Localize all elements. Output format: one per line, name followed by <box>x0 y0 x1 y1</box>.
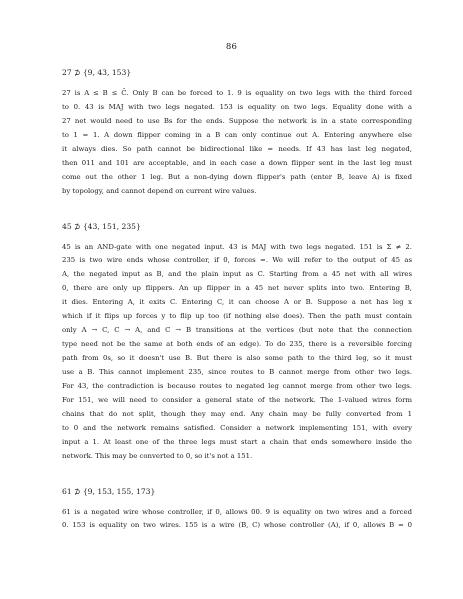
text-line: A, the negated input as B, and the plain input as C. Starting from a 45 net with all wires <box>62 270 412 279</box>
text-line: only A → C, C → A, and C → B transitions at the vertices (but note that the connection <box>62 326 412 335</box>
text-line: it dies. Entering A, it exits C. Entering C, it can choose A or B. Suppose a net has leg x <box>62 298 412 307</box>
text-line: 0, there are only up flippers. An up flipper in a 45 net never splits into two. Entering B, <box>62 284 412 293</box>
text-line: come out the other 1 leg. But a non-dying down flipper's path (enter B, leave A) is fixed <box>62 172 412 181</box>
text-line: 61 is a negated wire whose controller, if 0, allows 00. 9 is equality on two wires and a forced <box>62 507 412 516</box>
text-line: it always dies. So path cannot be bidirectional like = needs. If 43 has last leg negated, <box>62 144 412 153</box>
section-paragraph <box>62 241 412 464</box>
page-body <box>62 66 412 554</box>
page-number: 86 <box>225 42 238 52</box>
text-line: to 1 = 1. A down flipper coming in a B can only continue out A. Entering anywhere else <box>62 130 412 139</box>
text-line: which if it flips up forces y to flip up too (if nothing else does). Then the path must contain <box>62 312 412 321</box>
text-line: 0. 153 is equality on two wires. 155 is a wire (B, C) whose controller (A), if 0, allows B = 0 <box>62 521 412 530</box>
text-line: For 151, we will need to consider a general state of the network. The 1-valued wires form <box>62 395 412 404</box>
section-27 <box>62 66 412 199</box>
section-45 <box>62 220 412 464</box>
text-line: 235 is two wire ends whose controller, if 0, forces =. We will refer to the output of 45 as <box>62 256 412 265</box>
text-line: 45 is an AND-gate with one negated input. 43 is MAJ with two legs negated. 151 is Σ ≠ 2. <box>62 242 412 251</box>
section-paragraph <box>62 506 412 534</box>
section-heading: 45 ⊅ {43, 151, 235} <box>62 221 141 231</box>
text-line: 27 net would need to use Bs for the ends. Suppose the network is in a state corresponding <box>62 116 412 125</box>
text-line: chains that do not split, though they may end. Any chain may be fully converted from 1 <box>62 409 412 418</box>
text-line: type need not be the same at both ends of an edge). To do 235, there is a reversible forcing <box>62 340 412 349</box>
text-line: For 43, the contradiction is because routes to negated leg cannot merge from other two legs. <box>62 381 412 390</box>
section-paragraph <box>62 87 412 199</box>
text-line: use a B. This cannot implement 235, since routes to B cannot merge from other two legs. <box>62 367 412 376</box>
text-line: input a 1. At least one of the three legs must start a chain that ends somewhere inside the <box>62 437 412 446</box>
section-61 <box>62 485 412 534</box>
section-heading: 61 ⊅ {9, 153, 155, 173} <box>62 486 156 496</box>
section-heading: 27 ⊅ {9, 43, 153} <box>62 68 132 77</box>
text-line: path from 0s, so it doesn't use B. But there is also some path to the third leg, so it must <box>62 354 412 362</box>
text-line: 27 is A ≤ B ≤ C̄. Only B can be forced to 1. 9 is equality on two legs with the third forced <box>62 89 412 97</box>
text-line: then 011 and 101 are acceptable, and in each case a down flipper sent in the last leg must <box>62 158 412 167</box>
text-line: to 0 and the network remains satisfied. Consider a network implementing 151, with every <box>62 423 412 432</box>
text-line: by topology, and cannot depend on current wire values. <box>62 186 257 195</box>
text-line: network. This may be converted to 0, so it's not a 151. <box>62 451 253 460</box>
text-line: to 0. 43 is MAJ with two legs negated. 153 is equality on two legs. Equality done with a <box>62 102 412 111</box>
